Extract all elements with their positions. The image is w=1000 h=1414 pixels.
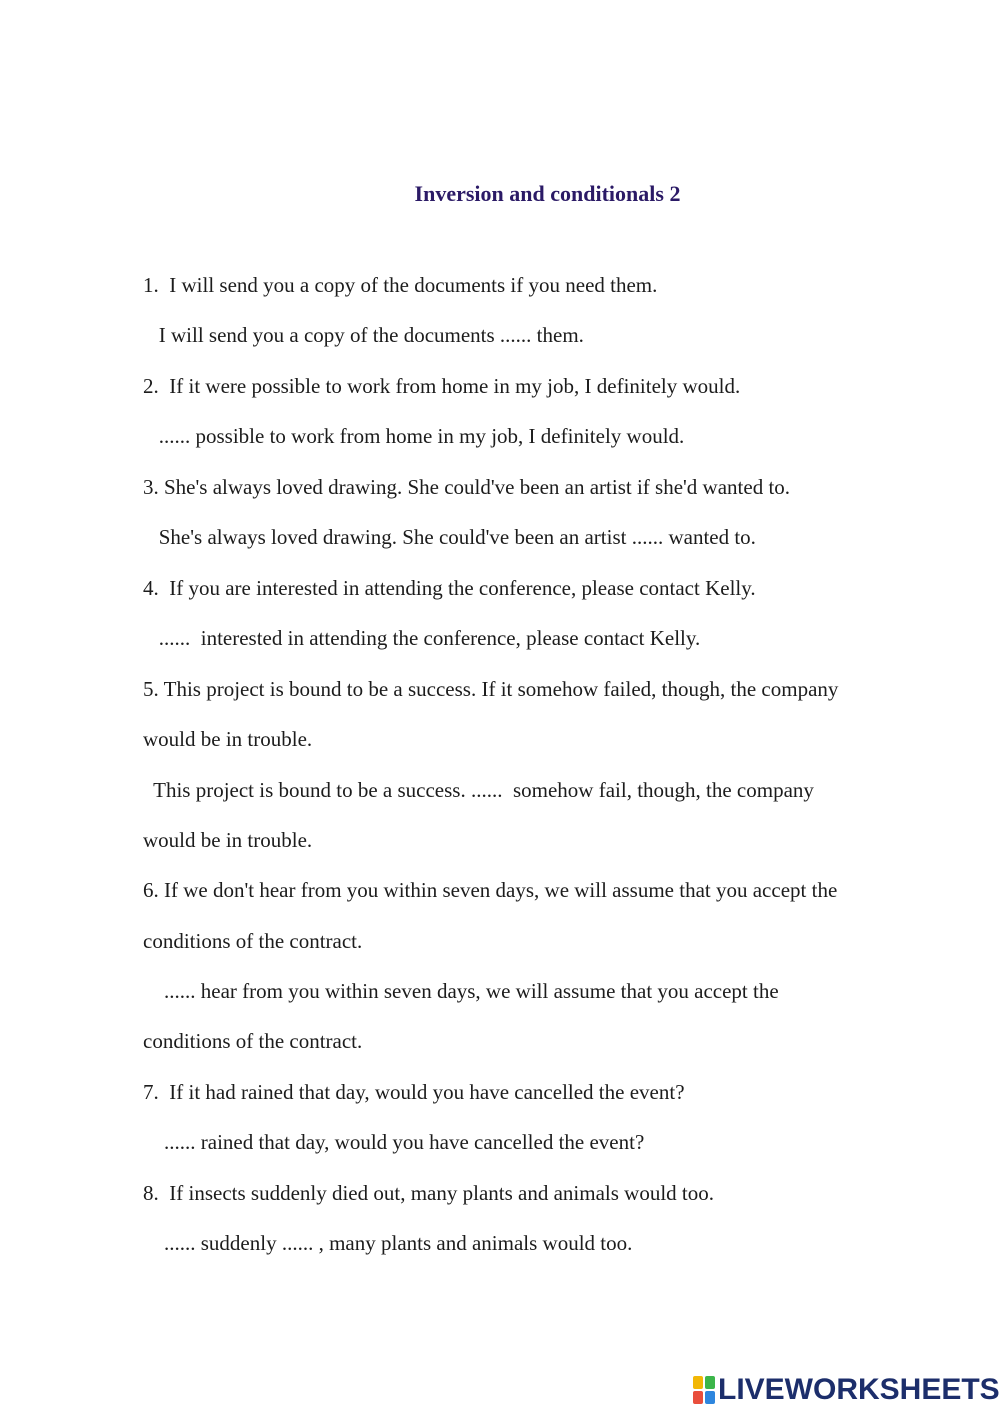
liveworksheets-logo-text: LIVEWORKSHEETS [718, 1373, 1000, 1406]
liveworksheets-logo-icon [693, 1376, 715, 1404]
exercise-5-original-line-1: 5. This project is bound to be a success. If it somehow failed, though, the company [143, 677, 839, 701]
liveworksheets-logo[interactable] [693, 1373, 1000, 1407]
exercise-5-original-line-2: would be in trouble. [143, 727, 313, 751]
exercise-5-rewrite-line-1: This project is bound to be a success. ...... somehow fail, though, the company [143, 778, 814, 802]
exercise-8-original: 8. If insects suddenly died out, many plants and animals would too. [143, 1181, 714, 1205]
logo-tile-yellow [693, 1376, 703, 1389]
logo-tile-red [693, 1391, 703, 1404]
exercise-3-rewrite: She's always loved drawing. She could've been an artist ...... wanted to. [143, 525, 756, 549]
logo-tile-green [705, 1376, 715, 1389]
exercise-1-rewrite: I will send you a copy of the documents ...... them. [143, 323, 584, 347]
exercise-7-original: 7. If it had rained that day, would you have cancelled the event? [143, 1080, 685, 1104]
exercise-6-original-line-2: conditions of the contract. [143, 929, 363, 953]
exercise-4-original: 4. If you are interested in attending the conference, please contact Kelly. [143, 576, 756, 600]
exercise-2-original: 2. If it were possible to work from home in my job, I definitely would. [143, 374, 741, 398]
page-title: Inversion and conditionals 2 [414, 181, 681, 206]
exercise-7-rewrite: ...... rained that day, would you have cancelled the event? [143, 1130, 645, 1154]
logo-tile-blue [705, 1391, 715, 1404]
exercise-8-rewrite: ...... suddenly ...... , many plants and animals would too. [143, 1231, 633, 1255]
exercise-6-rewrite-line-1: ...... hear from you within seven days, we will assume that you accept the [143, 979, 779, 1003]
exercise-6-original-line-1: 6. If we don't hear from you within seven days, we will assume that you accept the [143, 878, 838, 902]
exercise-1-original: 1. I will send you a copy of the documents if you need them. [143, 273, 658, 297]
exercise-2-rewrite: ...... possible to work from home in my job, I definitely would. [143, 424, 685, 448]
exercise-3-original: 3. She's always loved drawing. She could've been an artist if she'd wanted to. [143, 475, 791, 499]
exercise-6-rewrite-line-2: conditions of the contract. [143, 1029, 363, 1053]
exercise-5-rewrite-line-2: would be in trouble. [143, 828, 313, 852]
exercise-4-rewrite: ...... interested in attending the conference, please contact Kelly. [143, 626, 701, 650]
